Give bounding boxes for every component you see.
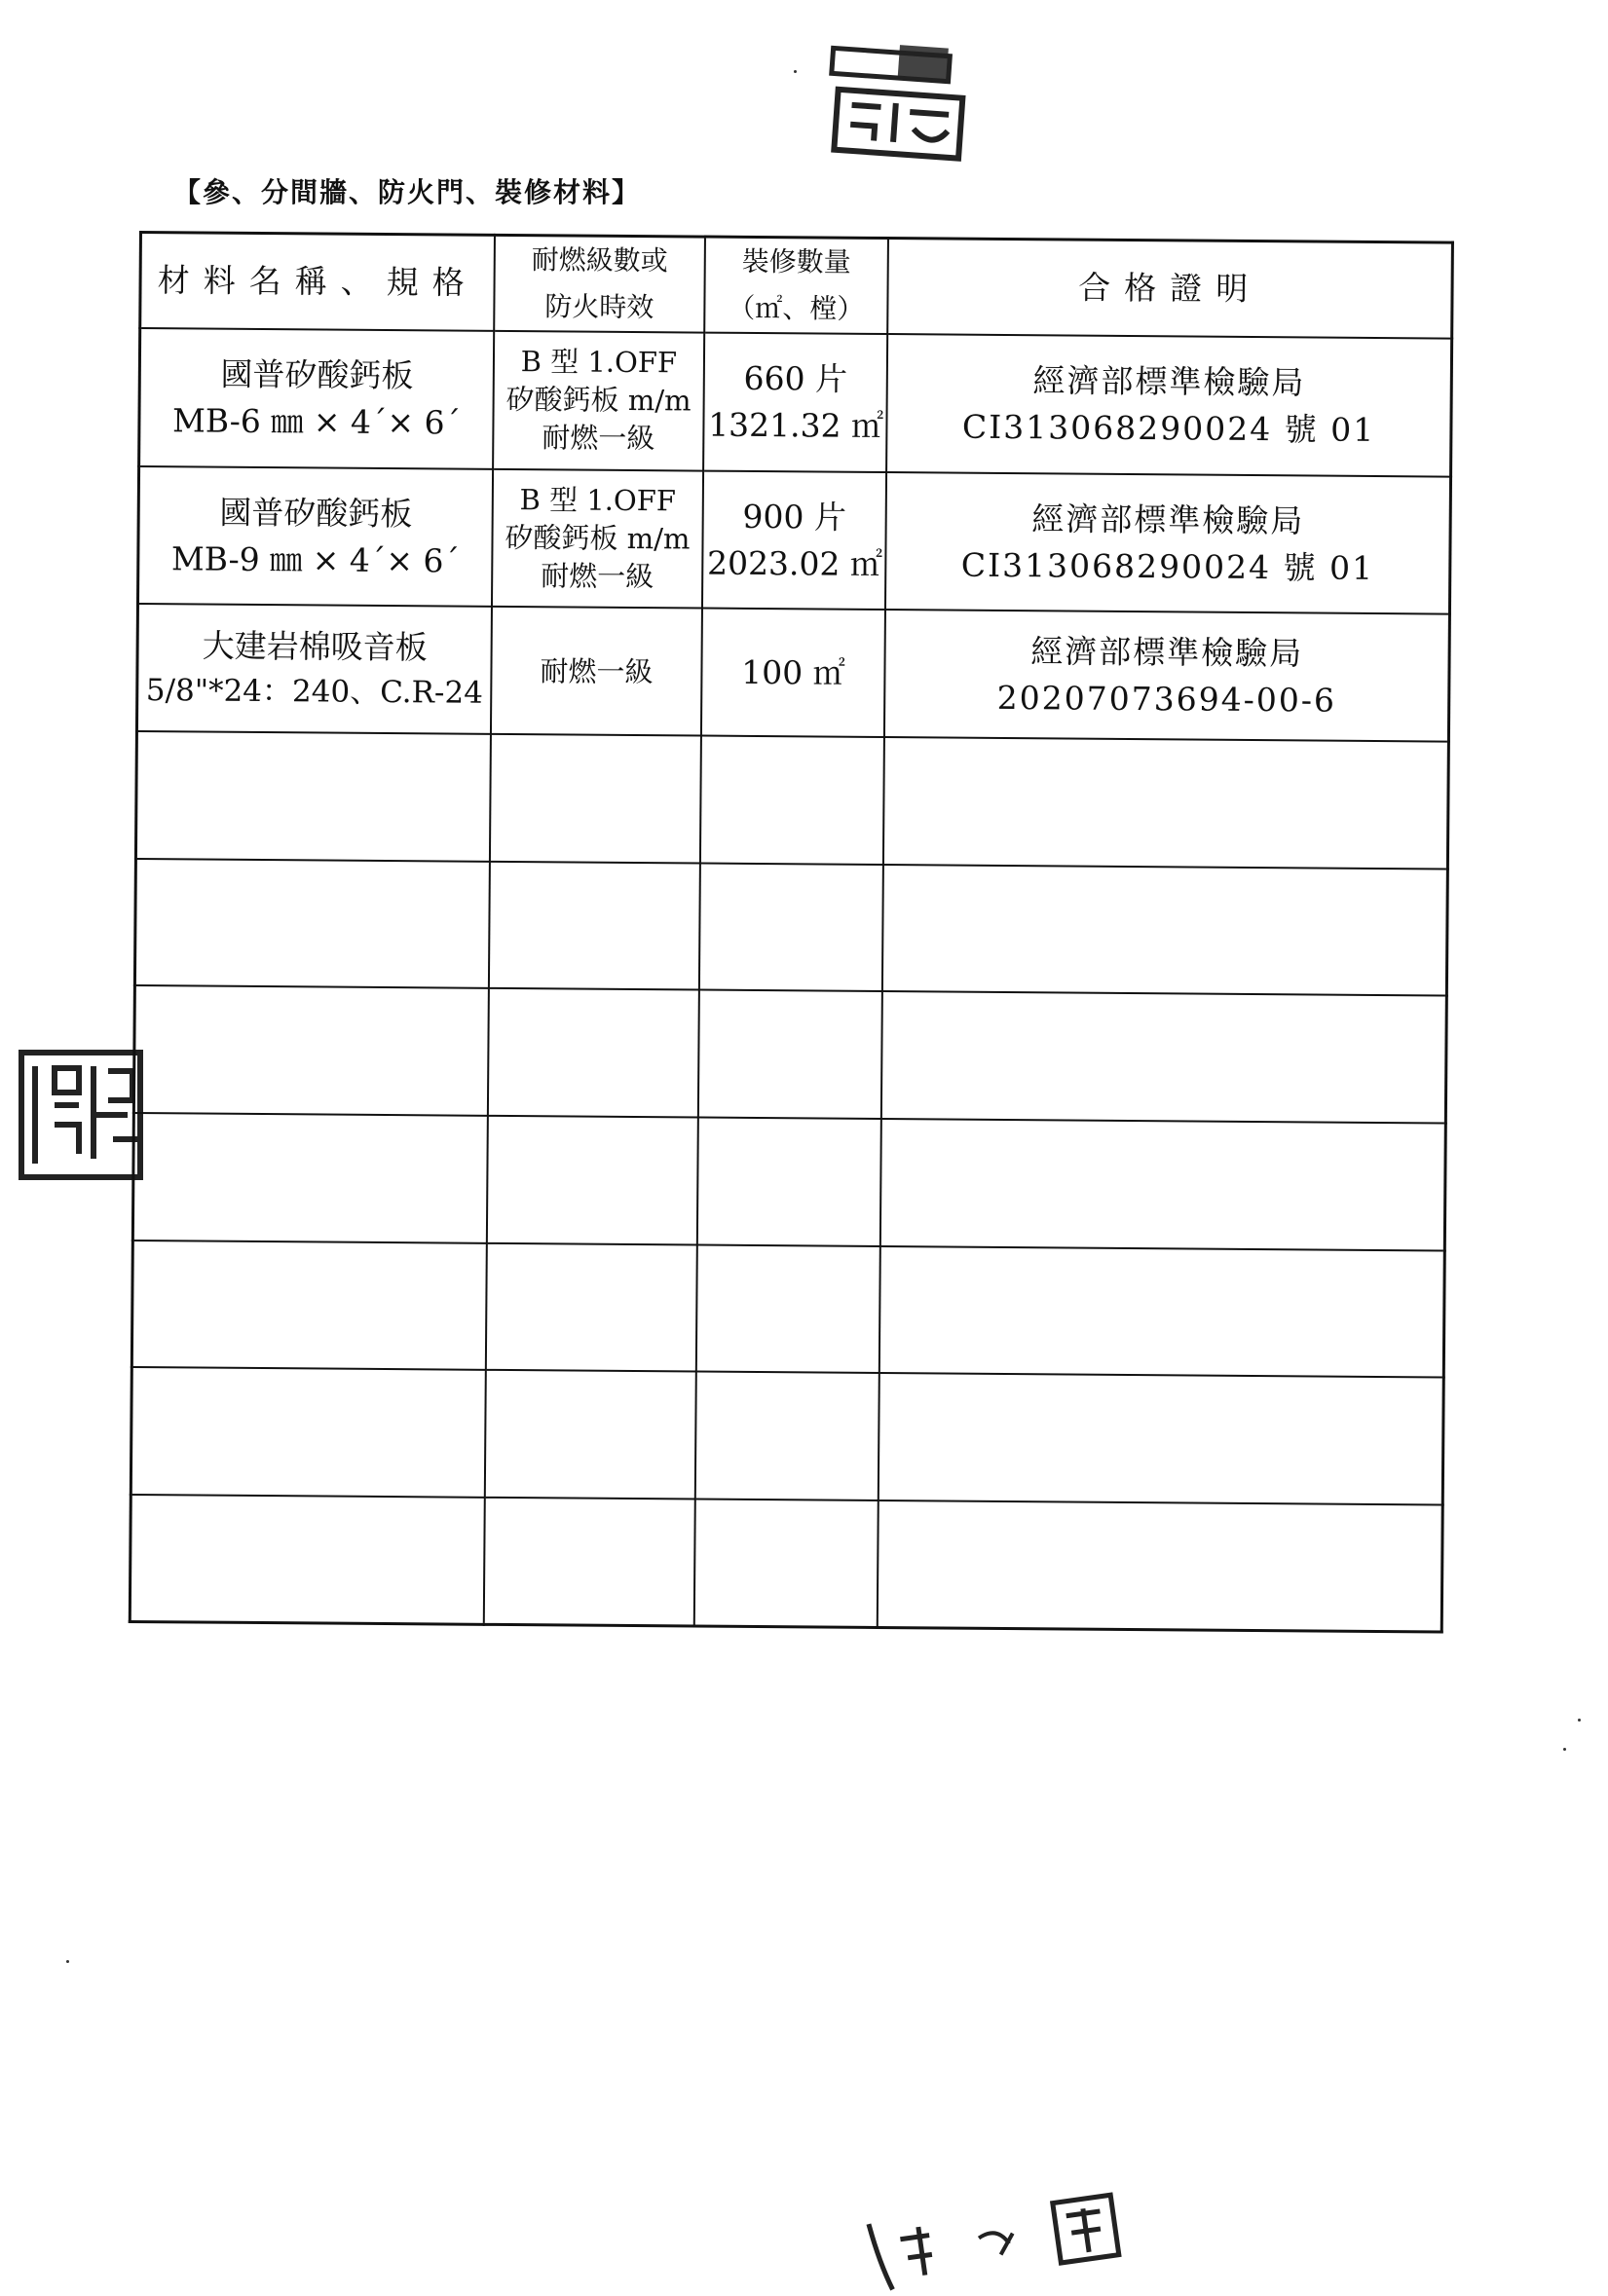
empty-cell bbox=[879, 1246, 1444, 1378]
empty-cell bbox=[878, 1500, 1442, 1632]
empty-table-row bbox=[135, 731, 1448, 869]
empty-cell bbox=[694, 1372, 879, 1500]
empty-cell bbox=[699, 863, 884, 991]
materials-table bbox=[129, 231, 1454, 1634]
empty-cell bbox=[486, 1242, 697, 1371]
table-header-row bbox=[140, 233, 1453, 339]
quantity-cell: 900 片 2023.02 ㎡ bbox=[702, 470, 887, 610]
empty-cell bbox=[485, 1370, 696, 1499]
fire-rating-cell: B 型 1.OFF 矽酸鈣板 m/m 耐燃一級 bbox=[493, 331, 704, 470]
empty-table-row bbox=[133, 985, 1446, 1123]
empty-cell bbox=[135, 731, 491, 861]
empty-cell bbox=[700, 736, 885, 865]
empty-cell bbox=[131, 1241, 487, 1370]
header-fire-rating: 耐燃級數或 防火時效 bbox=[494, 235, 704, 332]
header-quantity: 裝修數量 （㎡、樘） bbox=[704, 237, 888, 334]
empty-table-row bbox=[130, 1495, 1442, 1632]
material-cell: 國普矽酸鈣板 MB-6 ㎜ × 4´× 6´ bbox=[139, 328, 495, 469]
empty-cell bbox=[882, 865, 1447, 996]
header-material: 材料名稱、規格 bbox=[140, 233, 495, 331]
empty-cell bbox=[697, 1117, 882, 1245]
empty-table-row bbox=[134, 859, 1447, 996]
certificate-cell: 經濟部標準檢驗局 CI313068290024 號 01 bbox=[886, 334, 1451, 476]
empty-cell bbox=[484, 1498, 695, 1626]
empty-table-row bbox=[132, 1113, 1445, 1250]
empty-cell bbox=[489, 861, 700, 989]
empty-cell bbox=[696, 1244, 881, 1373]
table-row bbox=[136, 604, 1449, 741]
empty-cell bbox=[487, 1116, 698, 1244]
empty-cell bbox=[490, 734, 701, 863]
fire-rating-cell: 耐燃一級 bbox=[491, 607, 702, 735]
empty-table-row bbox=[131, 1367, 1443, 1504]
material-cell: 國普矽酸鈣板 MB-9 ㎜ × 4´× 6´ bbox=[137, 466, 493, 608]
quantity-cell: 660 片 1321.32 ㎡ bbox=[703, 333, 888, 472]
empty-cell bbox=[880, 1119, 1445, 1250]
certificate-cell: 經濟部標準檢驗局 20207073694-00-6 bbox=[884, 610, 1449, 741]
table-row bbox=[139, 328, 1452, 476]
certificate-cell: 經濟部標準檢驗局 CI313068290024 號 01 bbox=[885, 472, 1450, 614]
empty-cell bbox=[132, 1113, 488, 1242]
fire-rating-cell: B 型 1.OFF 矽酸鈣板 m/m 耐燃一級 bbox=[492, 469, 703, 609]
empty-cell bbox=[883, 737, 1448, 869]
empty-table-row bbox=[131, 1241, 1444, 1378]
empty-cell bbox=[693, 1499, 879, 1627]
section-title: 【參、分間牆、防火門、裝修材料】 bbox=[173, 176, 642, 208]
empty-cell bbox=[130, 1495, 485, 1625]
official-seal-stamp bbox=[813, 30, 978, 172]
empty-cell bbox=[131, 1367, 486, 1497]
official-seal-stamp bbox=[858, 2176, 1149, 2296]
empty-cell bbox=[698, 990, 883, 1119]
empty-cell bbox=[133, 985, 489, 1115]
empty-cell bbox=[488, 988, 699, 1117]
official-seal-stamp bbox=[16, 1047, 147, 1183]
table-row bbox=[137, 466, 1450, 614]
empty-cell bbox=[134, 859, 490, 988]
quantity-cell: 100 ㎡ bbox=[701, 609, 886, 737]
empty-cell bbox=[879, 1373, 1443, 1504]
material-cell: 大建岩棉吸音板 5/8"*24：240、C.R-24 bbox=[136, 604, 492, 733]
empty-cell bbox=[881, 991, 1446, 1123]
header-certificate: 合格證明 bbox=[887, 239, 1452, 339]
